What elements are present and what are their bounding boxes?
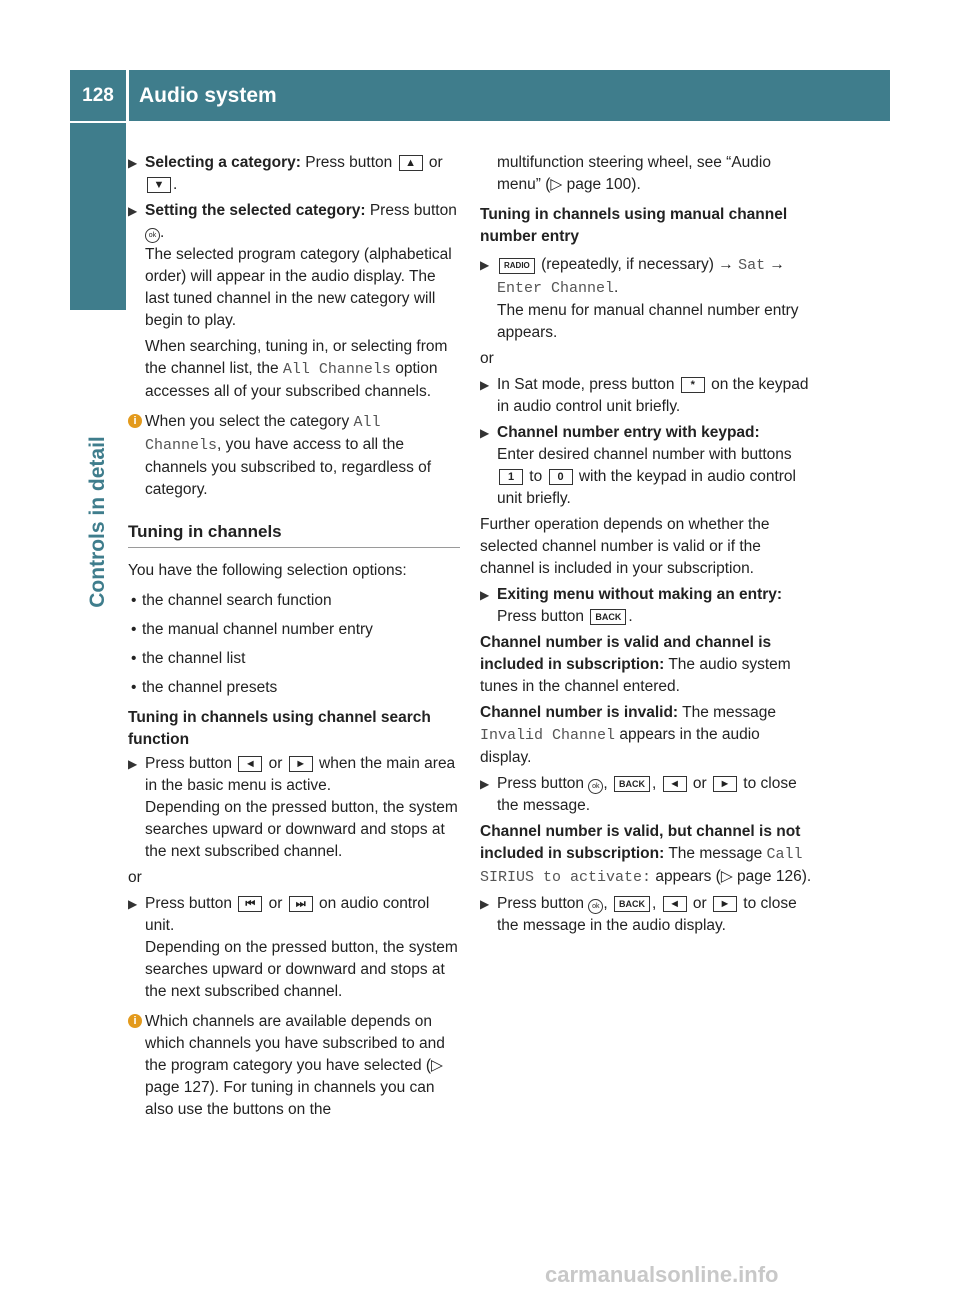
invalid-channel: Channel number is invalid: The message Invalid Channel appears in the audio display. xyxy=(480,704,777,766)
ok-button-icon: ok xyxy=(588,899,603,914)
info-icon: i xyxy=(128,1014,142,1028)
radio-key-icon: RADIO xyxy=(499,258,535,274)
info-note-all-channels: i When you select the category All Channels, you have access to all the channels you subscribed to, regardless of category. xyxy=(128,411,460,501)
list-item: • the manual channel number entry xyxy=(128,619,460,641)
back-key-icon: BACK xyxy=(590,609,626,625)
skip-back-icon: ⏮ xyxy=(238,896,262,912)
step-exit-menu: ▶ Exiting menu without making an entry: Press button BACK . xyxy=(480,586,783,625)
side-tab xyxy=(70,123,126,310)
step-arrow-icon: ▶ xyxy=(480,426,490,440)
step-select-category: ▶ Selecting a category: Press button ▲ or ▼ . xyxy=(128,154,443,193)
step-search-buttons: ▶ Press button ◄ or ► when the main area in the basic menu is active. Depending on the pressed button, the system searches upward or downward and stops at the next subscribed channel. xyxy=(128,755,458,860)
step-arrow-icon: ▶ xyxy=(128,897,138,911)
category-description: The selected program category (alphabetical order) will appear in the audio display. The last tuned channel in the new category will begin to play. xyxy=(145,246,452,329)
left-key-icon: ◄ xyxy=(663,776,687,792)
step-arrow-icon: ▶ xyxy=(480,777,490,791)
ok-button-icon: ok xyxy=(588,779,603,794)
info-icon: i xyxy=(128,414,142,428)
options-intro: You have the following selection options: xyxy=(128,562,407,579)
step-arrow-icon: ▶ xyxy=(480,378,490,392)
step-keypad-entry: ▶ Channel number entry with keypad: Enter desired channel number with buttons 1 to 0 with the keypad in audio control unit briefly. xyxy=(480,424,796,507)
ok-button-icon: ok xyxy=(145,228,160,243)
watermark: carmanualsonline.info xyxy=(545,1262,779,1287)
step-arrow-icon: ▶ xyxy=(128,204,138,218)
page-title: Audio system xyxy=(129,70,890,121)
section-label: Controls in detail xyxy=(86,436,109,608)
sub-heading-search: Tuning in channels using channel search function xyxy=(128,709,431,748)
star-key-icon: * xyxy=(681,377,705,393)
down-key-icon: ▼ xyxy=(147,177,171,193)
skip-forward-icon: ⏭ xyxy=(289,896,313,912)
one-key-icon: 1 xyxy=(499,469,523,485)
list-item: • the channel presets xyxy=(128,677,460,699)
step-arrow-icon: ▶ xyxy=(480,258,490,272)
step-set-category: ▶ Setting the selected category: Press button ok . The selected program category (alphabetical order) will appear in the audio display. The last tuned channel in the new category will begin to play. When searching, tuning in, or selecting from the channel list, the All Channels option accesses all of your subscribed channels. xyxy=(128,200,460,403)
all-channels-note: When searching, tuning in, or selecting from the channel list, the All Channels option accesses all of your subscribed channels. xyxy=(145,338,448,400)
info-note-channels: i Which channels are available depends on which channels you have subscribed to and the program category you have selected (▷ page 127). For tuning in channels you can also use the buttons on the xyxy=(128,1011,460,1121)
step-arrow-icon: ▶ xyxy=(128,156,138,170)
step-star-key: ▶ In Sat mode, press button * on the keypad in audio control unit briefly. xyxy=(480,376,809,415)
up-key-icon: ▲ xyxy=(399,155,423,171)
right-column xyxy=(480,152,814,941)
left-key-icon: ◄ xyxy=(238,756,262,772)
page-number: 128 xyxy=(70,70,126,121)
list-item: • the channel list xyxy=(128,648,460,670)
step-close-message-display: ▶ Press button ok , BACK , ◄ or ► to close the message in the audio display. xyxy=(480,895,797,934)
right-key-icon: ► xyxy=(713,896,737,912)
step-skip-buttons: ▶ Press button ⏮ or ⏭ on audio control unit. Depending on the pressed button, the system searches upward or downward and stops at the next subscribed channel. xyxy=(128,895,458,1000)
left-column xyxy=(128,152,460,1131)
list-item: • the channel search function xyxy=(128,590,460,612)
back-key-icon: BACK xyxy=(614,776,650,792)
back-key-icon: BACK xyxy=(614,896,650,912)
or-text: or xyxy=(128,869,142,886)
heading-divider xyxy=(128,547,460,548)
valid-not-included: Channel number is valid, but channel is not included in subscription: The message Call SIRIUS to activate: appears (▷ page 126). xyxy=(480,823,812,886)
further-operation: Further operation depends on whether the selected channel number is valid or if the channel is included in your subscription. xyxy=(480,516,770,577)
sub-heading-manual: Tuning in channels using manual channel number entry xyxy=(480,206,788,245)
valid-included: Channel number is valid and channel is included in subscription: The audio system tunes in the channel entered. xyxy=(480,634,791,695)
zero-key-icon: 0 xyxy=(549,469,573,485)
step-radio-menu: ▶ RADIO (repeatedly, if necessary) → Sat → Enter Channel. The menu for manual channel number entry appears. xyxy=(480,256,799,341)
step-arrow-icon: ▶ xyxy=(480,897,490,911)
section-heading: Tuning in channels xyxy=(128,522,282,541)
step-arrow-icon: ▶ xyxy=(128,757,138,771)
step-arrow-icon: ▶ xyxy=(480,588,490,602)
right-key-icon: ► xyxy=(713,776,737,792)
step-close-message: ▶ Press button ok , BACK , ◄ or ► to close the message. xyxy=(480,775,797,814)
or-text: or xyxy=(480,350,494,367)
continued-text: multifunction steering wheel, see “Audio menu” (▷ page 100). xyxy=(497,154,771,193)
right-key-icon: ► xyxy=(289,756,313,772)
left-key-icon: ◄ xyxy=(663,896,687,912)
